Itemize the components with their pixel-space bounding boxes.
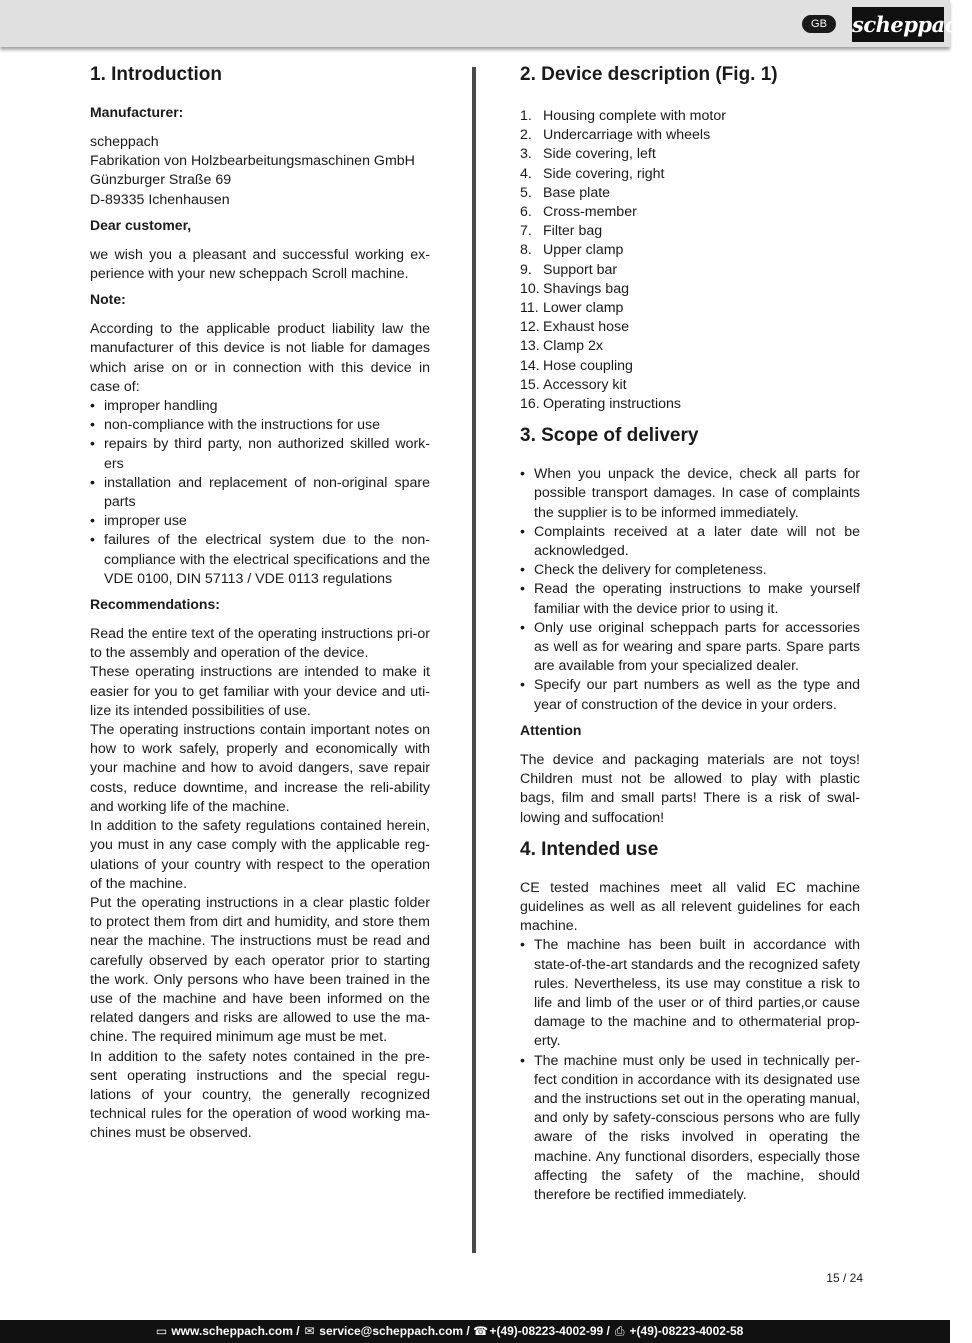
- list-item: 2. Undercarriage with wheels: [520, 127, 711, 144]
- header-bar: [0, 0, 972, 47]
- list-item: • improper use: [90, 512, 430, 531]
- list-item: 14. Hose coupling: [520, 357, 633, 374]
- list-item: 7. Filter bag: [520, 223, 603, 240]
- list-item: • The machine must only be used in technically per-fect condition in accordance with its designated use and the instructions set out in the operating manual, and only by safety-conscious persons who are fully aware of the risks involved in operating the machine. Any functional disorders, especially those affecting the safety of the machine, should therefore be rectified immediately.: [520, 1052, 860, 1206]
- paragraph: These operating instructions are intended to make it easier for you to get familiar with your device and uti-lize its intended possibilities of use.: [90, 664, 430, 719]
- computer-icon: ▭: [155, 1324, 168, 1338]
- footer-fax: +(49)-08223-4002-58: [629, 1324, 744, 1338]
- intended-use-title: 4. Intended use: [520, 838, 659, 860]
- liability-exclusions-list: [90, 397, 430, 589]
- device-parts-list: [520, 107, 860, 414]
- recommendations-heading: Recommendations:: [90, 596, 220, 613]
- list-item: 15. Accessory kit: [520, 376, 627, 393]
- list-item: • installation and replacement of non-original spare parts: [90, 474, 430, 512]
- footer-website[interactable]: www.scheppach.com: [171, 1324, 293, 1338]
- list-item: 3. Side covering, left: [520, 146, 656, 163]
- attention-text: The device and packaging materials are not toys! Children must not be allowed to play with plastic bags, film and small parts! There is a risk of swal-lowing and suffocation!: [520, 751, 860, 826]
- list-item: 9. Support bar: [520, 261, 618, 278]
- list-item: • Read the operating instructions to make yourself familiar with the device prior to using it.: [520, 580, 860, 618]
- note-text: According to the applicable product liability law the manufacturer of this device is not liable for damages which arise on or in connection with this device in case of:: [90, 321, 430, 395]
- address-line: Fabrikation von Holzbearbeitungsmaschinen GmbH: [90, 153, 415, 170]
- column-divider: [472, 67, 476, 1253]
- list-item: • failures of the electrical system due to the non-compliance with the electrical specifications and the VDE 0100, DIN 57113 / VDE 0113 regulations: [90, 531, 430, 589]
- list-item: • Specify our part numbers as well as the type and year of construction of the device in your orders.: [520, 676, 860, 714]
- paragraph: Put the operating instructions in a clear plastic folder to protect them from dirt and humidity, and store them near the machine. The instructions must be read and carefully observed by each operator prior to starting the work. Only persons who have been trained in the use of the machine and have been informed on the related dangers and risks are allowed to use the ma-chine. The required minimum age must be met.: [90, 894, 430, 1046]
- scheppach-logo: scheppach: [852, 7, 944, 42]
- page-number: 15 / 24: [826, 1271, 863, 1285]
- list-item: 13. Clamp 2x: [520, 338, 603, 355]
- paragraph: The operating instructions contain important notes on how to work safely, properly and economically with your machine and how to avoid dangers, save repair costs, reduce downtime, and increase the reli-ability and working life of the machine.: [90, 722, 430, 815]
- scope-of-delivery-list: [520, 465, 860, 715]
- list-item: • Complaints received at a later date will not be acknowledged.: [520, 523, 860, 561]
- manufacturer-heading: Manufacturer:: [90, 104, 184, 120]
- paragraph: In addition to the safety notes contained in the pre-sent operating instructions and the special regu-lations of your country, the generally recognized technical rules for the operation of wood working ma-chines must be observed.: [90, 1048, 430, 1142]
- paragraph: In addition to the safety regulations contained herein, you must in any case comply with the applicable reg-ulations of your country with respect to the operation of the machine.: [90, 818, 430, 892]
- fax-icon: ⎙: [614, 1324, 625, 1338]
- attention-heading: Attention: [520, 721, 582, 738]
- list-item: 6. Cross-member: [520, 204, 637, 221]
- list-item: • repairs by third party, non authorized skilled work-ers: [90, 435, 430, 473]
- list-item: • Only use original scheppach parts for accessories as well as for wearing and spare parts. Spare parts are available from your specialized dealer.: [520, 619, 860, 677]
- footer-phone: +(49)-08223-4002-99: [489, 1324, 604, 1338]
- footer-bar: [0, 1320, 950, 1343]
- address-line: Günzburger Straße 69: [90, 172, 232, 189]
- list-item: 12. Exhaust hose: [520, 319, 629, 336]
- footer-email[interactable]: service@scheppach.com: [319, 1324, 464, 1338]
- note-heading: Note:: [90, 291, 126, 308]
- scope-of-delivery-title: 3. Scope of delivery: [520, 425, 699, 447]
- left-column: [90, 62, 430, 1144]
- list-item: • The machine has been built in accordance with state-of-the-art standards and the recognized safety rules. Nevertheless, its use may constitue a risk to life and limb of the user or of third parties,or cause damage to the machine and to othermaterial prop-erty.: [520, 936, 860, 1051]
- manufacturer-address: [90, 133, 430, 210]
- device-description-title: 2. Device description (Fig. 1): [520, 64, 778, 85]
- language-badge: GB: [802, 15, 836, 33]
- list-item: 16. Operating instructions: [520, 396, 682, 413]
- list-item: • non-compliance with the instructions for use: [90, 416, 430, 435]
- address-line: D-89335 Ichenhausen: [90, 191, 230, 208]
- right-column: [520, 62, 860, 1205]
- list-item: • Check the delivery for completeness.: [520, 561, 860, 580]
- address-line: scheppach: [90, 134, 159, 150]
- list-item: 1. Housing complete with motor: [520, 108, 726, 124]
- list-item: 4. Side covering, right: [520, 165, 665, 182]
- paragraph: Read the entire text of the operating instructions pri-or to the assembly and operation of the device.: [90, 626, 430, 662]
- list-item: 5. Base plate: [520, 184, 611, 201]
- list-item: 8. Upper clamp: [520, 242, 624, 259]
- dear-customer-text: we wish you a pleasant and successful working ex-perience with your new scheppach Scroll machine.: [90, 246, 430, 283]
- list-item: 11. Lower clamp: [520, 300, 624, 317]
- intended-use-list: [520, 936, 860, 1205]
- mail-icon: ✉: [304, 1324, 315, 1338]
- list-item: 10. Shavings bag: [520, 280, 629, 297]
- dear-customer-heading: Dear customer,: [90, 216, 192, 233]
- recommendations-text: [90, 625, 430, 1143]
- footer-contacts: ▭ www.scheppach.com / ✉ service@scheppach.com / ☎ +(49)-08223-4002-99 / ⎙ +(49)-08223-4002-58: [155, 1320, 743, 1343]
- phone-icon: ☎: [473, 1324, 489, 1338]
- intended-use-text: CE tested machines meet all valid EC machine guidelines as well as all relevent guidelines for each machine.: [520, 879, 860, 935]
- list-item: • When you unpack the device, check all parts for possible transport damages. In case of complaints the supplier is to be informed immediately.: [520, 465, 860, 523]
- introduction-title: 1. Introduction: [90, 64, 222, 85]
- list-item: • improper handling: [90, 397, 430, 416]
